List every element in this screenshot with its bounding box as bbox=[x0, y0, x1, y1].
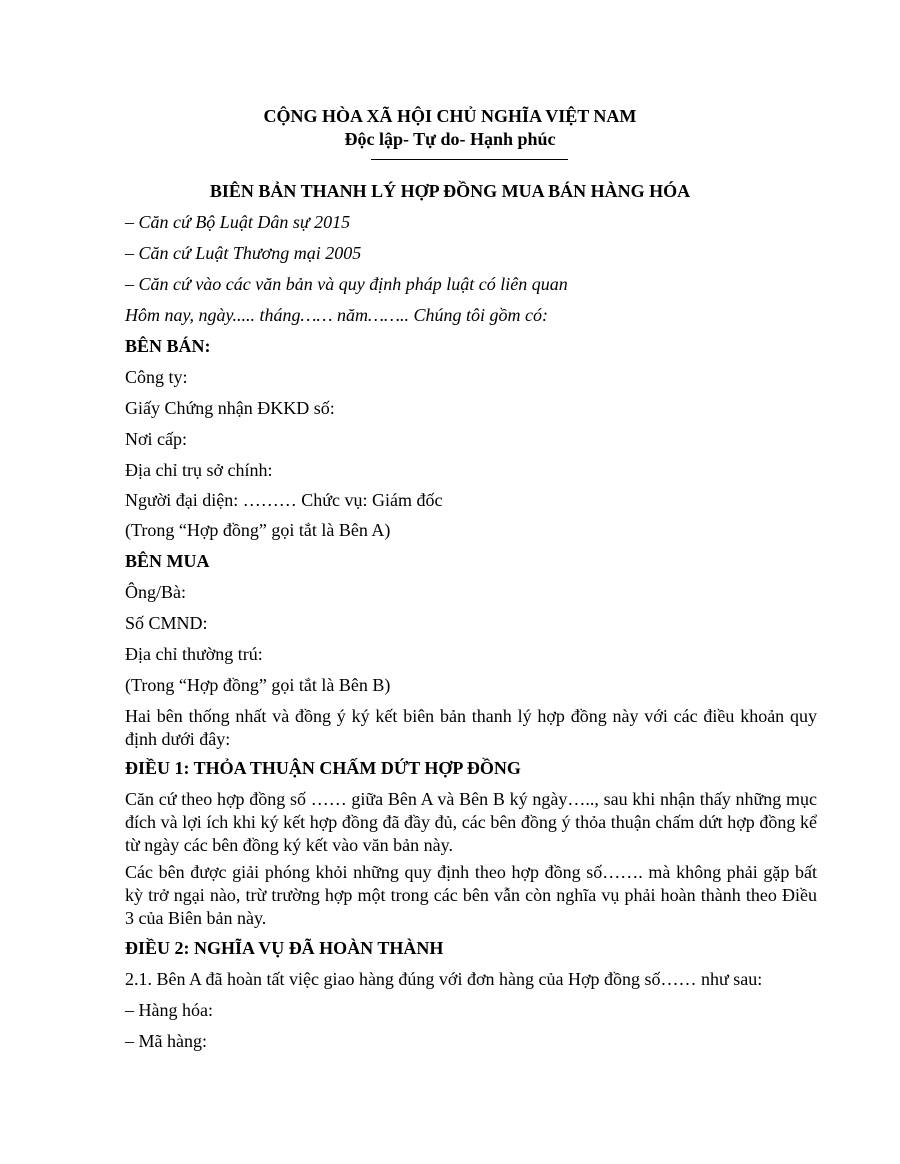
goods-line: – Hàng hóa: bbox=[125, 1000, 213, 1020]
article1-heading: ĐIỀU 1: THỎA THUẬN CHẤM DỨT HỢP ĐỒNG bbox=[125, 758, 521, 778]
basis-line: – Căn cứ Luật Thương mại 2005 bbox=[125, 243, 362, 263]
nation-heading: CỘNG HÒA XÃ HỘI CHỦ NGHĨA VIỆT NAM bbox=[263, 106, 637, 126]
buyer-alias: (Trong “Hợp đồng” gọi tắt là Bên B) bbox=[125, 675, 391, 695]
seller-issued-at: Nơi cấp: bbox=[125, 429, 187, 449]
seller-alias: (Trong “Hợp đồng” gọi tắt là Bên A) bbox=[125, 520, 391, 540]
article2-paragraph: 2.1. Bên A đã hoàn tất việc giao hàng đúng với đơn hàng của Hợp đồng số…… như sau: bbox=[125, 969, 763, 989]
buyer-heading: BÊN MUA bbox=[125, 551, 210, 571]
basis-line: – Căn cứ vào các văn bản và quy định pháp luật có liên quan bbox=[125, 274, 568, 294]
document-title: BIÊN BẢN THANH LÝ HỢP ĐỒNG MUA BÁN HÀNG HÓA bbox=[209, 181, 691, 201]
buyer-id-number: Số CMND: bbox=[125, 613, 208, 633]
buyer-address: Địa chỉ thường trú: bbox=[125, 644, 263, 664]
intro-line: Hôm nay, ngày..... tháng…… năm…….. Chúng tôi gồm có: bbox=[125, 305, 548, 325]
motto: Độc lập- Tự do- Hạnh phúc bbox=[344, 129, 556, 149]
article1-paragraph: Các bên được giải phóng khỏi những quy định theo hợp đồng số……. mà không phải gặp bất kỳ trở ngại nào, trừ trường hợp một trong các bên vẫn còn nghĩa vụ phải hoàn thành theo Điều 3 của Biên bản này. bbox=[125, 862, 817, 928]
seller-license: Giấy Chứng nhận ĐKKD số: bbox=[125, 398, 335, 418]
seller-address: Địa chỉ trụ sở chính: bbox=[125, 460, 273, 480]
agreement-paragraph: Hai bên thống nhất và đồng ý ký kết biên bản thanh lý hợp đồng này với các điều khoản quy định dưới đây: bbox=[125, 706, 817, 749]
seller-representative: Người đại diện: ……… Chức vụ: Giám đốc bbox=[125, 490, 443, 510]
header-divider bbox=[371, 159, 568, 160]
seller-company: Công ty: bbox=[125, 367, 188, 387]
basis-line: – Căn cứ Bộ Luật Dân sự 2015 bbox=[125, 212, 351, 232]
seller-heading: BÊN BÁN: bbox=[125, 336, 211, 356]
code-line: – Mã hàng: bbox=[125, 1031, 207, 1051]
buyer-name: Ông/Bà: bbox=[125, 582, 186, 602]
article2-heading: ĐIỀU 2: NGHĨA VỤ ĐÃ HOÀN THÀNH bbox=[125, 938, 444, 958]
article1-paragraph: Căn cứ theo hợp đồng số …… giữa Bên A và Bên B ký ngày….., sau khi nhận thấy những mục đích và lợi ích khi ký kết hợp đồng đã đầy đủ, các bên đồng ý thỏa thuận chấm dứt hợp đồng kể từ ngày các bên đồng ký kết vào văn bản này. bbox=[125, 789, 817, 855]
